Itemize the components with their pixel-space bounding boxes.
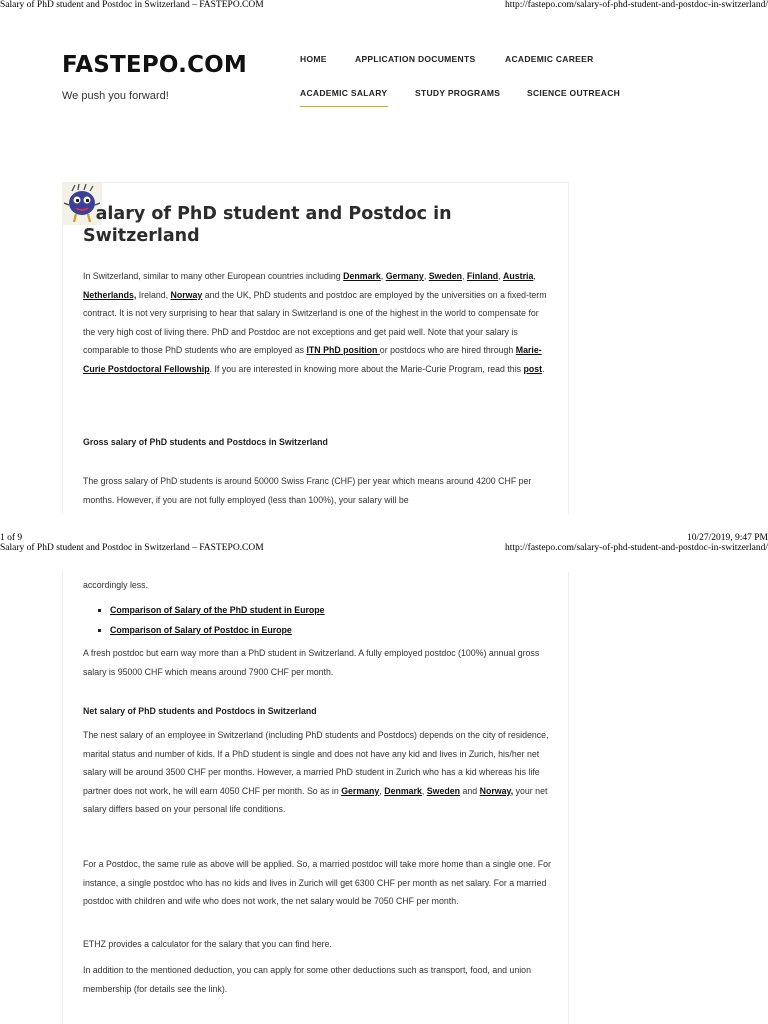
link-norway[interactable]: Norway,	[479, 785, 514, 796]
gross-salary-heading: Gross salary of PhD students and Postdocs in Switzerland	[83, 437, 328, 447]
postdoc-gross-paragraph: A fresh postdoc but earn way more than a PhD student in Switzerland. A fully employed postdoc (100%) annual gross salary is 95000 CHF which means around 7900 CHF per month.	[83, 648, 540, 677]
nav-item-academic-career[interactable]: ACADEMIC CAREER	[505, 54, 594, 64]
link-phd-salary-comparison[interactable]: Comparison of Salary of the PhD student in Europe	[110, 605, 325, 615]
link-germany[interactable]: Germany	[385, 271, 424, 281]
comparison-links-list	[83, 601, 325, 640]
print-footer-datetime: 10/27/2019, 9:47 PM	[686, 533, 768, 543]
print-footer	[0, 533, 768, 543]
list-item	[110, 601, 325, 621]
net-salary-paragraph: The nest salary of an employee in Switzerland (including PhD students and Postdocs) depends on the city of residence, marital status and number of kids. If a PhD student is single and does not have any kid and lives in Zurich, his/her net salary will be around 3500 CHF per months. However, a married PhD student in Zurich who has a kid whereas his life partner does not work, he will earn 4050 CHF per month. So as in Germany, Denmark, Sweden and Norway, your net salary differs based on your personal life conditions.	[83, 730, 549, 814]
link-germany[interactable]: Germany	[341, 785, 380, 796]
gross-salary-paragraph: The gross salary of PhD students is around 50000 Swiss Franc (CHF) per year which means around 4200 CHF per months. However, if you are not fully employed (less than 100%), your salary will be	[83, 476, 532, 505]
link-denmark[interactable]: Denmark	[343, 271, 381, 281]
link-sweden[interactable]: Sweden	[426, 785, 461, 796]
print-header-url: http://fastepo.com/salary-of-phd-student-and-postdoc-in-switzerland/	[504, 0, 768, 10]
link-netherlands[interactable]: Netherlands,	[83, 289, 137, 300]
list-item	[110, 621, 325, 641]
print-header-page2	[0, 543, 768, 553]
post-title-line2: Switzerland	[83, 226, 200, 246]
nav-item-home[interactable]: HOME	[300, 54, 327, 64]
deductions-paragraph: In addition to the mentioned deduction, you can apply for some other deductions such as transport, food, and union membership (for details see the link).	[83, 965, 531, 994]
link-norway[interactable]: Norway	[170, 289, 203, 300]
site-tagline: We push you forward!	[62, 90, 169, 102]
nav-item-science-outreach[interactable]: SCIENCE OUTREACH	[527, 88, 621, 98]
link-denmark[interactable]: Denmark	[384, 785, 422, 796]
print-header	[0, 0, 768, 10]
link-sweden[interactable]: Sweden	[428, 271, 462, 281]
post-title-line1: alary of PhD student and Postdoc in	[95, 204, 452, 224]
nav-item-academic-salary[interactable]: ACADEMIC SALARY	[300, 88, 388, 107]
nav-item-application-documents[interactable]: APPLICATION DOCUMENTS	[355, 54, 476, 64]
net-salary-heading: Net salary of PhD students and Postdocs in Switzerland	[83, 706, 317, 716]
link-marie-curie-fellowship[interactable]: Marie-Curie Postdoctoral Fellowship	[83, 345, 542, 374]
print-header-url: http://fastepo.com/salary-of-phd-student-and-postdoc-in-switzerland/	[504, 543, 768, 553]
postdoc-net-paragraph: For a Postdoc, the same rule as above will be applied. So, a married postdoc will take more home than a single one. For instance, a single postdoc who has no kids and lives in Zurich will get 6300 CHF per month as net salary. For a married postdoc with children and wife who does not work, the net salary would be 7050 CHF per month.	[83, 859, 551, 906]
intro-paragraph: In Switzerland, similar to many other European countries including Denmark, Germany, Sweden, Finland, Austria, Netherlands, Ireland, Norway and the UK, PhD students and postdoc are employed by the universities on a fixed-term contract. It is not very surprising to hear that salary in Switzerland is one of the highest in the world to compensate for the very high cost of living there. PhD and Postdoc are not exceptions and get paid well. Note that your salary is comparable to those PhD students who are employed as ITN PhD position or postdocs who are hired through Marie-Curie Postdoctoral Fellowship. If you are interested in knowing more about the Marie-Curie Program, read this post.	[83, 271, 547, 374]
print-header-title: Salary of PhD student and Postdoc in Switzerland – FASTEPO.COM	[0, 543, 264, 553]
link-postdoc-salary-comparison[interactable]: Comparison of Salary of Postdoc in Europe	[110, 624, 292, 635]
ethz-calculator-paragraph: ETHZ provides a calculator for the salary that you can find here.	[83, 939, 332, 949]
gross-salary-continued: accordingly less.	[83, 580, 149, 590]
nav-item-study-programs[interactable]: STUDY PROGRAMS	[415, 88, 501, 98]
print-header-title: Salary of PhD student and Postdoc in Switzerland – FASTEPO.COM	[0, 0, 264, 10]
site-title[interactable]: FASTEPO.COM	[62, 52, 247, 78]
link-finland[interactable]: Finland	[466, 271, 499, 281]
link-itn-phd-position[interactable]: ITN PhD position	[306, 345, 380, 355]
print-footer-page: 1 of 9	[0, 533, 23, 543]
post-title	[83, 203, 523, 247]
link-austria[interactable]: Austria	[503, 271, 534, 281]
link-post[interactable]: post	[523, 363, 543, 374]
